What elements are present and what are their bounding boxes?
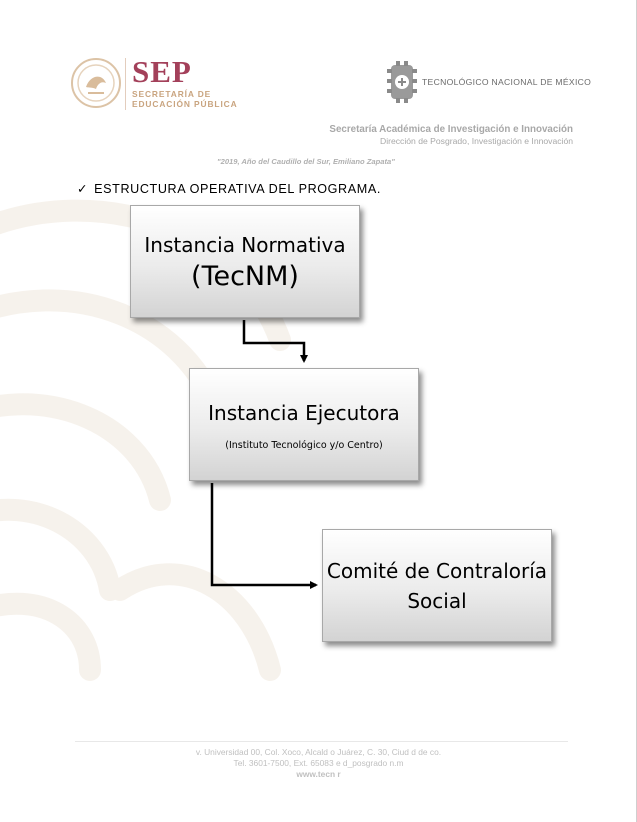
- box-ejecutora-title: Instancia Ejecutora: [208, 401, 400, 425]
- footer-website: www.tecn r: [296, 769, 341, 779]
- checkmark-icon: ✓: [77, 182, 89, 196]
- footer-divider: [75, 741, 568, 742]
- year-motto: "2019, Año del Caudillo del Sur, Emiliano Zapata": [217, 157, 395, 166]
- footer-phone: Tel. 3601-7500, Ext. 65083 e d_posgrado n.m: [233, 758, 404, 768]
- sep-logo-text: SEP: [132, 54, 192, 89]
- connector-normativa-ejecutora: [244, 320, 304, 361]
- sep-logo-subtitle: SECRETARÍA DE EDUCACIÓN PÚBLICA: [132, 89, 238, 109]
- footer-address: v. Universidad 00, Col. Xoco, Alcald o Juárez, C. 30, Ciud d de co.: [195, 747, 442, 757]
- box-normativa-title: Instancia Normativa: [144, 232, 346, 257]
- box-comite-subtitle: Social: [407, 588, 467, 613]
- box-ejecutora-subtitle: (Instituto Tecnológico y/o Centro): [225, 440, 383, 451]
- connector-ejecutora-comite: [212, 483, 316, 585]
- secretaria-heading: Secretaría Académica de Investigación e Innovación: [329, 124, 573, 135]
- box-normativa-subtitle: (TecNM): [191, 260, 299, 292]
- box-instancia-ejecutora: [189, 368, 419, 481]
- tecnm-logo-text: TECNOLÓGICO NACIONAL DE MÉXICO: [422, 77, 592, 87]
- box-comite-title: Comité de Contraloría: [326, 558, 548, 583]
- box-instancia-normativa: [130, 205, 360, 318]
- direccion-heading: Dirección de Posgrado, Investigación e Innovación: [380, 136, 573, 146]
- section-title-text: ESTRUCTURA OPERATIVA DEL PROGRAMA.: [94, 182, 381, 196]
- box-comite-contraloria: [322, 529, 552, 642]
